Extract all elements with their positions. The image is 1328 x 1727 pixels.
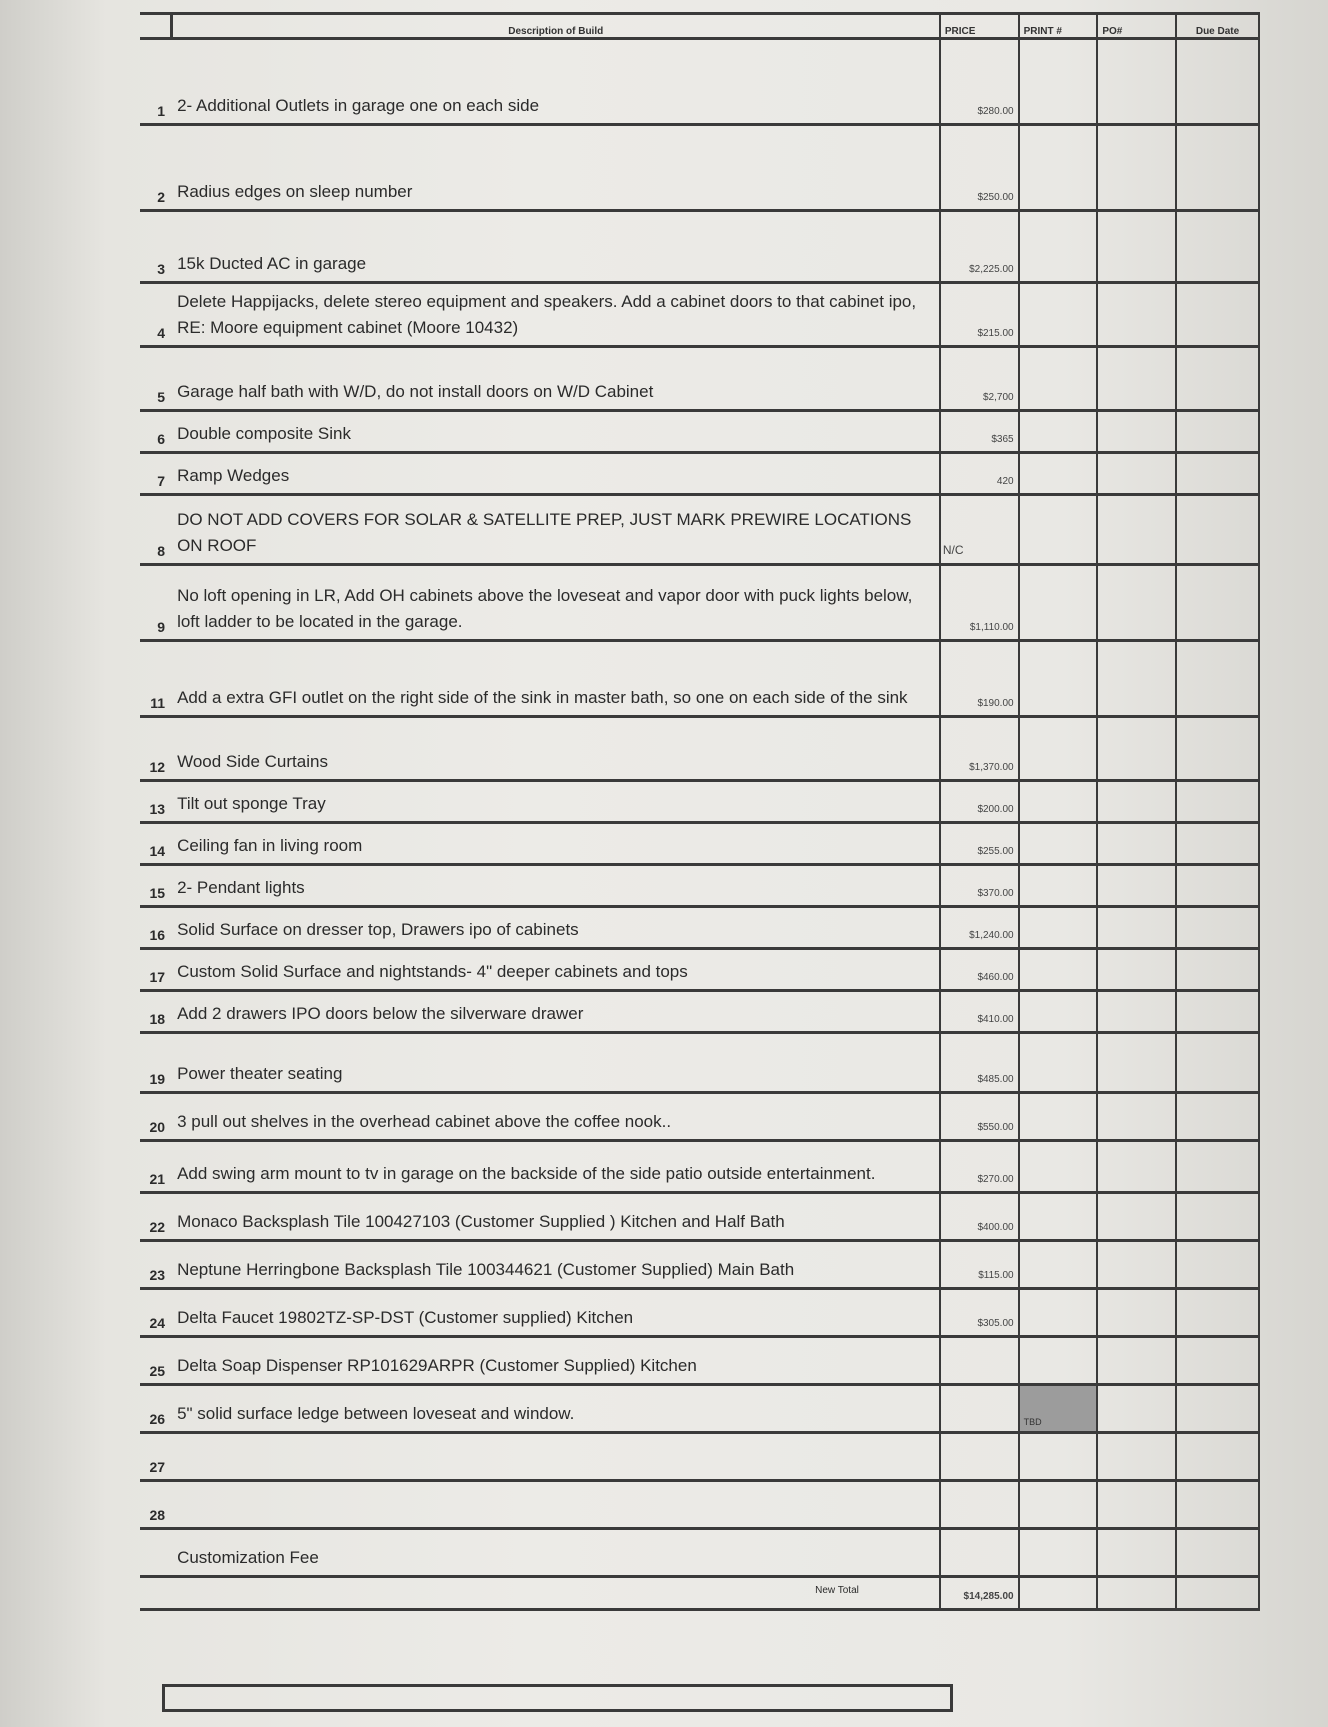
row-description: Tilt out sponge Tray bbox=[171, 781, 940, 823]
table-row bbox=[140, 211, 1259, 283]
row-description: Delete Happijacks, delete stereo equipment and speakers. Add a cabinet doors to that cabinet ipo, RE: Moore equipment cabinet (Moore 10432) bbox=[171, 283, 940, 347]
row-due-date bbox=[1176, 283, 1259, 347]
row-po bbox=[1097, 865, 1176, 907]
row-due-date bbox=[1176, 565, 1259, 641]
row-number: 18 bbox=[149, 1011, 166, 1027]
row-number: 21 bbox=[149, 1171, 166, 1187]
row-due-date bbox=[1176, 495, 1259, 565]
row-po bbox=[1097, 823, 1176, 865]
row-price: $215.00 bbox=[940, 283, 1019, 347]
row-print bbox=[1019, 865, 1098, 907]
row-print bbox=[1019, 1093, 1098, 1141]
table-row bbox=[140, 781, 1259, 823]
table-row bbox=[140, 453, 1259, 495]
row-number: 8 bbox=[157, 543, 166, 559]
row-due-date bbox=[1176, 1193, 1259, 1241]
row-due-date bbox=[1176, 347, 1259, 411]
row-number: 7 bbox=[157, 473, 166, 489]
row-po bbox=[1097, 949, 1176, 991]
row-print bbox=[1019, 823, 1098, 865]
row-print bbox=[1019, 495, 1098, 565]
row-description: Double composite Sink bbox=[171, 411, 940, 453]
row-description: Ramp Wedges bbox=[171, 453, 940, 495]
table-row bbox=[140, 907, 1259, 949]
row-po bbox=[1097, 1141, 1176, 1193]
row-print bbox=[1019, 1337, 1098, 1385]
row-po bbox=[1097, 1433, 1176, 1481]
row-description: Radius edges on sleep number bbox=[171, 125, 940, 211]
row-price bbox=[940, 1529, 1019, 1577]
table-row bbox=[140, 1289, 1259, 1337]
row-price: $365 bbox=[940, 411, 1019, 453]
row-due-date bbox=[1176, 1337, 1259, 1385]
row-print bbox=[1019, 211, 1098, 283]
table-row bbox=[140, 823, 1259, 865]
total-price: $14,285.00 bbox=[940, 1577, 1019, 1610]
row-price bbox=[940, 1337, 1019, 1385]
row-number: 4 bbox=[157, 325, 166, 341]
row-po bbox=[1097, 39, 1176, 125]
row-number: 15 bbox=[149, 885, 166, 901]
table-row bbox=[140, 991, 1259, 1033]
row-print bbox=[1019, 949, 1098, 991]
row-price: $400.00 bbox=[940, 1193, 1019, 1241]
row-due-date bbox=[1176, 1141, 1259, 1193]
row-description: DO NOT ADD COVERS FOR SOLAR & SATELLITE PREP, JUST MARK PREWIRE LOCATIONS ON ROOF bbox=[171, 495, 940, 565]
row-po bbox=[1097, 1481, 1176, 1529]
build-sheet bbox=[140, 12, 1260, 1702]
table-row bbox=[140, 1529, 1259, 1577]
row-po bbox=[1097, 1093, 1176, 1141]
row-description: Neptune Herringbone Backsplash Tile 100344621 (Customer Supplied) Main Bath bbox=[171, 1241, 940, 1289]
col-description: Description of Build bbox=[171, 14, 940, 39]
table-row bbox=[140, 1141, 1259, 1193]
row-po bbox=[1097, 1033, 1176, 1093]
row-print bbox=[1019, 1141, 1098, 1193]
total-po bbox=[1097, 1577, 1176, 1610]
row-po bbox=[1097, 1193, 1176, 1241]
row-po bbox=[1097, 565, 1176, 641]
row-due-date bbox=[1176, 1433, 1259, 1481]
row-price: $280.00 bbox=[940, 39, 1019, 125]
total-label: New Total bbox=[171, 1577, 940, 1610]
table-row bbox=[140, 1433, 1259, 1481]
row-description: Monaco Backsplash Tile 100427103 (Customer Supplied ) Kitchen and Half Bath bbox=[171, 1193, 940, 1241]
row-description: Delta Soap Dispenser RP101629ARPR (Customer Supplied) Kitchen bbox=[171, 1337, 940, 1385]
row-description: Customization Fee bbox=[171, 1529, 940, 1577]
row-due-date bbox=[1176, 865, 1259, 907]
row-print bbox=[1019, 283, 1098, 347]
row-due-date bbox=[1176, 823, 1259, 865]
row-due-date bbox=[1176, 1529, 1259, 1577]
row-price: $485.00 bbox=[940, 1033, 1019, 1093]
row-description: 15k Ducted AC in garage bbox=[171, 211, 940, 283]
row-due-date bbox=[1176, 411, 1259, 453]
row-number: 11 bbox=[150, 695, 166, 711]
table-row bbox=[140, 949, 1259, 991]
row-number: 13 bbox=[149, 801, 166, 817]
row-po bbox=[1097, 125, 1176, 211]
row-po bbox=[1097, 991, 1176, 1033]
row-price: $460.00 bbox=[940, 949, 1019, 991]
row-print bbox=[1019, 1289, 1098, 1337]
table-header bbox=[140, 14, 1259, 39]
row-po bbox=[1097, 717, 1176, 781]
row-po bbox=[1097, 283, 1176, 347]
row-po bbox=[1097, 907, 1176, 949]
table-row bbox=[140, 1337, 1259, 1385]
row-price: $2,700 bbox=[940, 347, 1019, 411]
row-price: $2,225.00 bbox=[940, 211, 1019, 283]
row-description: Add swing arm mount to tv in garage on the backside of the side patio outside entertainment. bbox=[171, 1141, 940, 1193]
row-description: 2- Pendant lights bbox=[171, 865, 940, 907]
row-description: 5" solid surface ledge between loveseat and window. bbox=[171, 1385, 940, 1433]
table-row bbox=[140, 565, 1259, 641]
row-po bbox=[1097, 1529, 1176, 1577]
total-print bbox=[1019, 1577, 1098, 1610]
row-description: 2- Additional Outlets in garage one on each side bbox=[171, 39, 940, 125]
row-price: $115.00 bbox=[940, 1241, 1019, 1289]
total-spacer bbox=[140, 1577, 171, 1610]
row-number: 12 bbox=[149, 759, 166, 775]
row-price: $305.00 bbox=[940, 1289, 1019, 1337]
table-row bbox=[140, 1093, 1259, 1141]
row-print bbox=[1019, 1529, 1098, 1577]
row-due-date bbox=[1176, 907, 1259, 949]
row-price: $410.00 bbox=[940, 991, 1019, 1033]
table-row bbox=[140, 865, 1259, 907]
row-number: 22 bbox=[149, 1219, 166, 1235]
row-print bbox=[1019, 565, 1098, 641]
table-row bbox=[140, 1241, 1259, 1289]
col-print: PRINT # bbox=[1019, 14, 1098, 39]
row-number: 14 bbox=[149, 843, 166, 859]
row-po bbox=[1097, 1289, 1176, 1337]
row-description: Delta Faucet 19802TZ-SP-DST (Customer supplied) Kitchen bbox=[171, 1289, 940, 1337]
row-number: 27 bbox=[149, 1459, 166, 1475]
row-number: 17 bbox=[149, 969, 166, 985]
row-print bbox=[1019, 1193, 1098, 1241]
row-description: Wood Side Curtains bbox=[171, 717, 940, 781]
row-description: Ceiling fan in living room bbox=[171, 823, 940, 865]
table-row bbox=[140, 1193, 1259, 1241]
table-row bbox=[140, 1385, 1259, 1433]
row-number: 6 bbox=[157, 431, 166, 447]
row-number: 20 bbox=[149, 1119, 166, 1135]
row-price: $200.00 bbox=[940, 781, 1019, 823]
row-number: 25 bbox=[149, 1363, 166, 1379]
row-price: $1,370.00 bbox=[940, 717, 1019, 781]
row-print: TBD bbox=[1019, 1385, 1098, 1433]
row-print bbox=[1019, 1433, 1098, 1481]
table-row bbox=[140, 347, 1259, 411]
row-price: $250.00 bbox=[940, 125, 1019, 211]
row-print bbox=[1019, 1481, 1098, 1529]
row-print bbox=[1019, 781, 1098, 823]
table-row bbox=[140, 717, 1259, 781]
table-row bbox=[140, 495, 1259, 565]
row-price bbox=[940, 1385, 1019, 1433]
row-number: 3 bbox=[157, 261, 166, 277]
table-row bbox=[140, 283, 1259, 347]
row-print bbox=[1019, 991, 1098, 1033]
row-due-date bbox=[1176, 949, 1259, 991]
row-due-date bbox=[1176, 1033, 1259, 1093]
row-description: Garage half bath with W/D, do not install doors on W/D Cabinet bbox=[171, 347, 940, 411]
row-description: No loft opening in LR, Add OH cabinets above the loveseat and vapor door with puck lights below, loft ladder to be located in the garage. bbox=[171, 565, 940, 641]
col-po: PO# bbox=[1097, 14, 1176, 39]
table-row bbox=[140, 641, 1259, 717]
row-price: 420 bbox=[940, 453, 1019, 495]
row-print bbox=[1019, 717, 1098, 781]
col-due-date: Due Date bbox=[1176, 14, 1259, 39]
row-print bbox=[1019, 1033, 1098, 1093]
row-due-date bbox=[1176, 39, 1259, 125]
row-po bbox=[1097, 453, 1176, 495]
row-number: 16 bbox=[149, 927, 166, 943]
row-po bbox=[1097, 347, 1176, 411]
row-print bbox=[1019, 39, 1098, 125]
row-price: $1,240.00 bbox=[940, 907, 1019, 949]
row-print bbox=[1019, 641, 1098, 717]
row-description: Add a extra GFI outlet on the right side of the sink in master bath, so one on each side of the sink bbox=[171, 641, 940, 717]
row-print bbox=[1019, 347, 1098, 411]
row-price: $1,110.00 bbox=[940, 565, 1019, 641]
row-number: 26 bbox=[149, 1411, 166, 1427]
row-po bbox=[1097, 1241, 1176, 1289]
row-number bbox=[140, 1529, 171, 1577]
row-due-date bbox=[1176, 717, 1259, 781]
row-due-date bbox=[1176, 641, 1259, 717]
row-due-date bbox=[1176, 1093, 1259, 1141]
row-number: 5 bbox=[157, 389, 166, 405]
row-price: N/C bbox=[940, 495, 1019, 565]
row-description bbox=[171, 1481, 940, 1529]
row-due-date bbox=[1176, 1385, 1259, 1433]
row-description: 3 pull out shelves in the overhead cabinet above the coffee nook.. bbox=[171, 1093, 940, 1141]
row-print bbox=[1019, 125, 1098, 211]
row-price: $270.00 bbox=[940, 1141, 1019, 1193]
total-row bbox=[140, 1577, 1259, 1610]
row-number: 19 bbox=[149, 1071, 166, 1087]
table-row bbox=[140, 411, 1259, 453]
row-due-date bbox=[1176, 1289, 1259, 1337]
total-box bbox=[162, 1684, 953, 1712]
row-description: Solid Surface on dresser top, Drawers ipo of cabinets bbox=[171, 907, 940, 949]
row-description: Add 2 drawers IPO doors below the silverware drawer bbox=[171, 991, 940, 1033]
row-due-date bbox=[1176, 991, 1259, 1033]
row-po bbox=[1097, 641, 1176, 717]
row-price bbox=[940, 1433, 1019, 1481]
row-print bbox=[1019, 1241, 1098, 1289]
row-due-date bbox=[1176, 211, 1259, 283]
row-number: 28 bbox=[149, 1507, 166, 1523]
row-print bbox=[1019, 411, 1098, 453]
row-due-date bbox=[1176, 1481, 1259, 1529]
row-number: 9 bbox=[157, 619, 166, 635]
row-print bbox=[1019, 907, 1098, 949]
total-due-date bbox=[1176, 1577, 1259, 1610]
table-row bbox=[140, 1033, 1259, 1093]
row-due-date bbox=[1176, 125, 1259, 211]
build-table bbox=[140, 12, 1260, 1611]
row-due-date bbox=[1176, 453, 1259, 495]
row-po bbox=[1097, 211, 1176, 283]
row-po bbox=[1097, 1337, 1176, 1385]
col-price: PRICE bbox=[940, 14, 1019, 39]
row-print bbox=[1019, 453, 1098, 495]
row-po bbox=[1097, 781, 1176, 823]
row-number: 23 bbox=[149, 1267, 166, 1283]
table-row bbox=[140, 1481, 1259, 1529]
row-description: Power theater seating bbox=[171, 1033, 940, 1093]
row-price: $370.00 bbox=[940, 865, 1019, 907]
row-number: 1 bbox=[157, 103, 166, 119]
row-description: Custom Solid Surface and nightstands- 4" deeper cabinets and tops bbox=[171, 949, 940, 991]
row-due-date bbox=[1176, 1241, 1259, 1289]
row-po bbox=[1097, 1385, 1176, 1433]
row-price: $255.00 bbox=[940, 823, 1019, 865]
row-price: $190.00 bbox=[940, 641, 1019, 717]
row-description bbox=[171, 1433, 940, 1481]
row-po bbox=[1097, 495, 1176, 565]
table-row bbox=[140, 125, 1259, 211]
row-price bbox=[940, 1481, 1019, 1529]
row-po bbox=[1097, 411, 1176, 453]
row-price: $550.00 bbox=[940, 1093, 1019, 1141]
table-row bbox=[140, 39, 1259, 125]
row-number: 2 bbox=[157, 189, 166, 205]
row-due-date bbox=[1176, 781, 1259, 823]
row-number: 24 bbox=[149, 1315, 166, 1331]
